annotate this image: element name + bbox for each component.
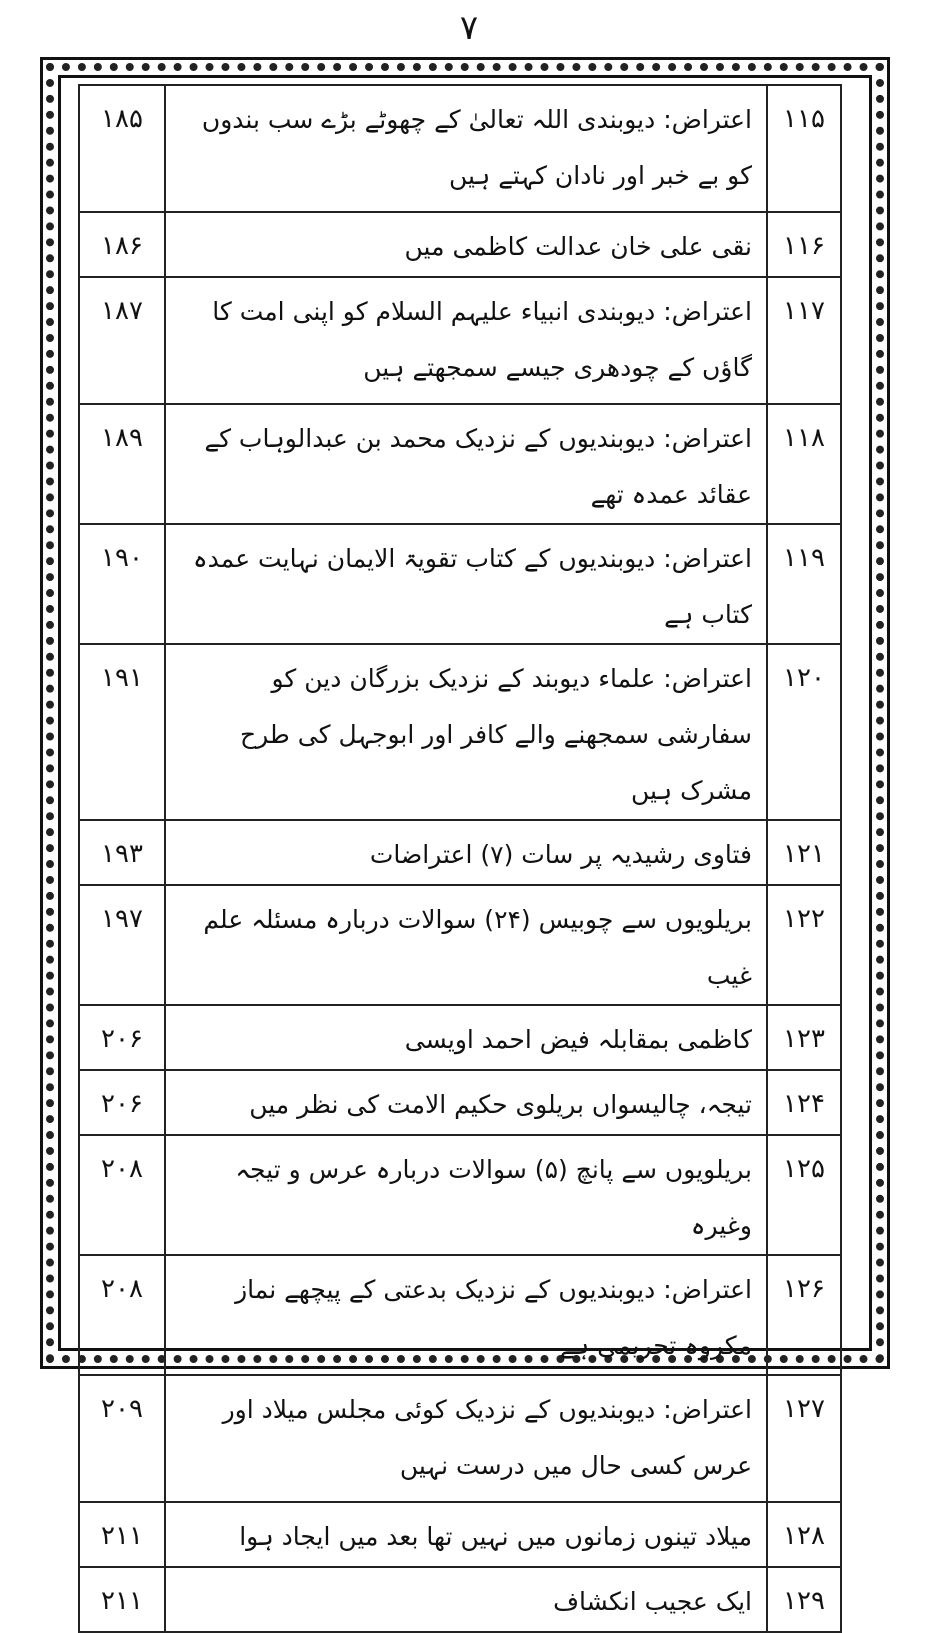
entry-number: ۱۱۷	[767, 277, 841, 404]
entry-page: ۱۹۷	[79, 885, 165, 1005]
entry-title: بریلویوں سے پانچ (۵) سوالات دربارہ عرس و تیجہ وغیرہ	[165, 1135, 767, 1255]
table-row	[79, 820, 841, 885]
entry-page: ۱۸۷	[79, 277, 165, 404]
table-row	[79, 1135, 841, 1255]
table-row	[79, 1005, 841, 1070]
entry-page: ۲۰۶	[79, 1070, 165, 1135]
page-number: ۷	[459, 8, 479, 48]
entry-number: ۱۲۱	[767, 820, 841, 885]
entry-title: فتاوی رشیدیہ پر سات (۷) اعتراضات	[165, 820, 767, 885]
entry-number: ۱۲۹	[767, 1567, 841, 1632]
entry-page: ۲۱۱	[79, 1567, 165, 1632]
entry-title: میلاد تینوں زمانوں میں نہیں تھا بعد میں ایجاد ہوا	[165, 1502, 767, 1567]
entry-number: ۱۱۹	[767, 524, 841, 644]
entry-page: ۲۰۶	[79, 1005, 165, 1070]
entry-number: ۱۱۵	[767, 85, 841, 212]
entry-number: ۱۲۰	[767, 644, 841, 820]
entry-page: ۱۹۱	[79, 644, 165, 820]
entry-page: ۱۸۶	[79, 212, 165, 277]
entry-title: اعتراض: دیوبندیوں کے نزدیک محمد بن عبدالوہاب کے عقائد عمدہ تھے	[165, 404, 767, 524]
table-row	[79, 1255, 841, 1375]
entry-page: ۲۰۹	[79, 1375, 165, 1502]
entry-number: ۱۲۵	[767, 1135, 841, 1255]
entry-title: اعتراض: دیوبندیوں کے کتاب تقویۃ الایمان نہایت عمدہ کتاب ہے	[165, 524, 767, 644]
entry-title: کاظمی بمقابلہ فیض احمد اویسی	[165, 1005, 767, 1070]
entry-title: اعتراض: دیوبندی اللہ تعالیٰ کے چھوٹے بڑے سب بندوں کو بے خبر اور نادان کہتے ہیں	[165, 85, 767, 212]
entry-page: ۱۹۰	[79, 524, 165, 644]
entry-page: ۲۰۸	[79, 1255, 165, 1375]
entry-page: ۱۹۳	[79, 820, 165, 885]
table-row	[79, 1502, 841, 1567]
entry-title: اعتراض: دیوبندیوں کے نزدیک کوئی مجلس میلاد اور عرس کسی حال میں درست نہیں	[165, 1375, 767, 1502]
entry-number: ۱۲۸	[767, 1502, 841, 1567]
table-row	[79, 277, 841, 404]
table-row	[79, 524, 841, 644]
table-row	[79, 644, 841, 820]
entry-page: ۲۱۱	[79, 1502, 165, 1567]
entry-title: نقی علی خان عدالت کاظمی میں	[165, 212, 767, 277]
entry-number: ۱۲۴	[767, 1070, 841, 1135]
entry-number: ۱۱۸	[767, 404, 841, 524]
entry-title: ایک عجیب انکشاف	[165, 1567, 767, 1632]
entry-title: اعتراض: دیوبندیوں کے نزدیک بدعتی کے پیچھے نماز مکروہ تحریمی ہے	[165, 1255, 767, 1375]
table-row	[79, 85, 841, 212]
table-row	[79, 1375, 841, 1502]
entry-title: تیجہ، چالیسواں بریلوی حکیم الامت کی نظر میں	[165, 1070, 767, 1135]
entry-page: ۱۸۵	[79, 85, 165, 212]
table-row	[79, 404, 841, 524]
entry-title: بریلویوں سے چوبیس (۲۴) سوالات دربارہ مسئلہ علم غیب	[165, 885, 767, 1005]
entry-number: ۱۲۲	[767, 885, 841, 1005]
contents-table	[78, 84, 842, 1633]
table-row	[79, 885, 841, 1005]
entry-number: ۱۲۷	[767, 1375, 841, 1502]
entry-page: ۱۸۹	[79, 404, 165, 524]
entry-number: ۱۲۶	[767, 1255, 841, 1375]
entry-page: ۲۰۸	[79, 1135, 165, 1255]
table-row	[79, 1567, 841, 1632]
entry-number: ۱۱۶	[767, 212, 841, 277]
table-row	[79, 1070, 841, 1135]
entry-title: اعتراض: علماء دیوبند کے نزدیک بزرگان دین کو سفارشی سمجھنے والے کافر اور ابوجہل کی طرح مشرک ہیں	[165, 644, 767, 820]
table-row	[79, 212, 841, 277]
entry-number: ۱۲۳	[767, 1005, 841, 1070]
entry-title: اعتراض: دیوبندی انبیاء علیہم السلام کو اپنی امت کا گاؤں کے چودھری جیسے سمجھتے ہیں	[165, 277, 767, 404]
